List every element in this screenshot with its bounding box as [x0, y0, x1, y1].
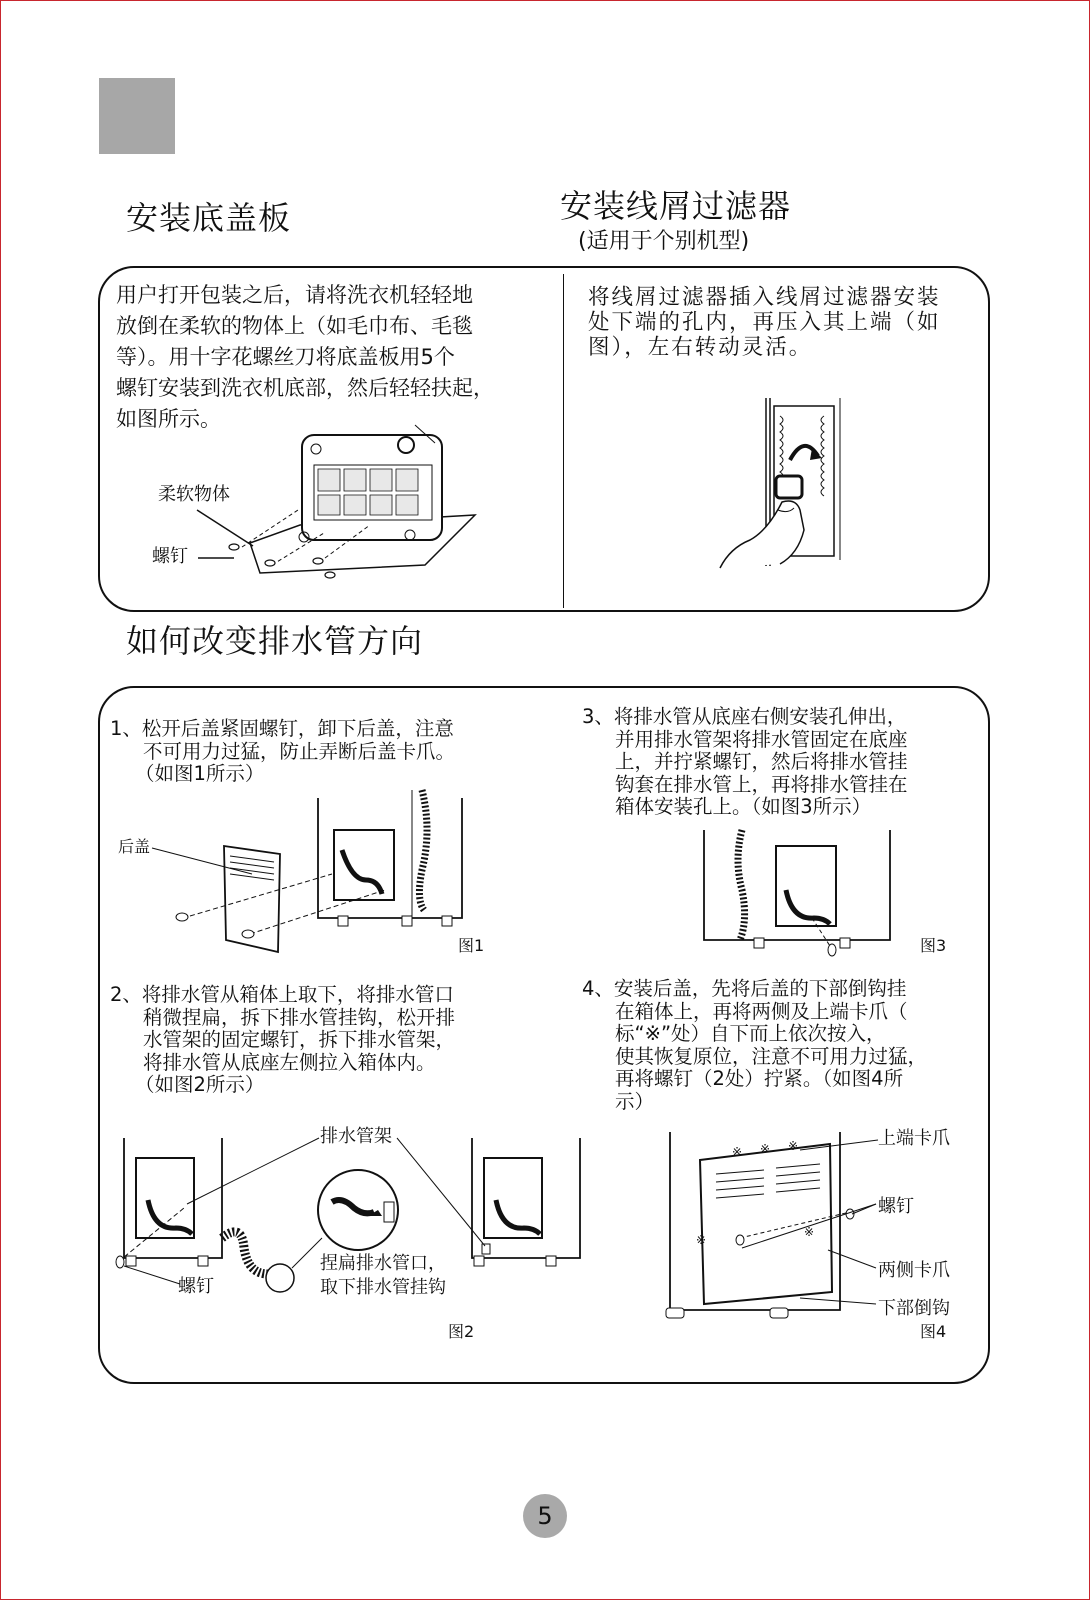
top-panel-divider: [563, 274, 564, 608]
section-tab-marker: [99, 78, 175, 154]
text-line: 将线屑过滤器插入线屑过滤器安装: [588, 285, 941, 310]
svg-text:※: ※: [788, 1139, 799, 1153]
page-number: 5: [523, 1494, 567, 1538]
label-screw: 螺钉: [152, 546, 188, 567]
leader-line: [185, 1136, 495, 1248]
leader-line: [195, 508, 255, 548]
svg-text:※: ※: [732, 1145, 743, 1159]
text-line: 稍微捏扁，拆下排水管挂钩，松开排: [143, 1005, 456, 1029]
label-bottom-hook: 下部倒钩: [878, 1298, 950, 1319]
step-4-text: [582, 978, 927, 1113]
figure-1-caption: 图1: [458, 936, 485, 955]
text-line: 用户打开包装之后，请将洗衣机轻轻地: [116, 283, 473, 307]
text-line: 放倒在柔软的物体上（如毛巾布、毛毯: [116, 314, 473, 338]
text-line: 2、将排水管从箱体上取下，将排水管口: [110, 983, 454, 1006]
bottom-cover-instructions: [116, 280, 556, 435]
heading-bottom-cover: 安装底盖板: [126, 199, 292, 237]
svg-text:※: ※: [696, 1233, 707, 1247]
text-line: 示）: [615, 1089, 655, 1113]
text-line: 4、安装后盖，先将后盖的下部倒钩挂: [582, 977, 907, 1000]
step-2-text: [110, 984, 455, 1097]
heading-filter-sub: (适用于个别机型): [578, 229, 750, 254]
text-line: 再将螺钉（2处）拧紧。（如图4所: [615, 1067, 904, 1090]
text-line: 上，并拧紧螺钉，然后将排水管挂: [615, 750, 908, 773]
text-line: 1、松开后盖紧固螺钉，卸下后盖，注意: [110, 717, 454, 740]
text-line: 水管架的固定螺钉，拆下排水管架，: [143, 1028, 456, 1051]
text-line: （如图1所示）: [135, 762, 265, 785]
bottom-cover-illustration: [220, 425, 480, 590]
text-line: 捏扁排水管口，: [320, 1253, 446, 1274]
text-line: 在箱体上，再将两侧及上端卡爪（: [615, 999, 908, 1023]
leader-line: [198, 556, 234, 560]
label-soft-material: 柔软物体: [158, 484, 230, 505]
figure-3-illustration: [700, 830, 900, 970]
text-line: 标“※”处）自下而上依次按入，: [615, 1022, 886, 1045]
text-line: 并用排水管架将排水管固定在底座: [615, 727, 908, 751]
heading-drain-direction: 如何改变排水管方向: [126, 622, 424, 660]
label-side-claw: 两侧卡爪: [878, 1260, 950, 1281]
text-line: 不可用力过猛，防止弄断后盖卡爪。: [143, 739, 456, 763]
label-drain-rack: 排水管架: [320, 1126, 392, 1147]
leader-line: [152, 846, 252, 876]
figure-4-caption: 图4: [920, 1322, 947, 1341]
text-line: 使其恢复原位，注意不可用力过猛，: [615, 1044, 928, 1068]
label-screw-fig2: 螺钉: [178, 1276, 214, 1297]
label-top-claw: 上端卡爪: [878, 1128, 950, 1149]
step-3-text: [582, 706, 908, 819]
svg-text:※: ※: [804, 1225, 815, 1239]
text-line: 螺钉安装到洗衣机底部，然后轻轻扶起，: [116, 376, 494, 400]
filter-instructions: [588, 285, 988, 360]
text-line: 取下排水管挂钩: [320, 1277, 446, 1298]
text-line: 处下端的孔内，再压入其上端（如: [588, 310, 941, 335]
figure-2-caption: 图2: [448, 1322, 475, 1341]
text-line: 箱体安装孔上。（如图3所示）: [615, 795, 872, 818]
leader-lines-fig4: [740, 1138, 880, 1310]
svg-text:※: ※: [760, 1142, 771, 1156]
leader-line: [124, 1266, 180, 1286]
label-back-cover: 后盖: [118, 837, 151, 856]
heading-filter: 安装线屑过滤器: [560, 187, 792, 225]
label-pinch-drain: [320, 1252, 446, 1300]
text-line: 如图所示。: [116, 407, 221, 431]
label-screw-fig4: 螺钉: [878, 1196, 914, 1217]
text-line: （如图2所示）: [135, 1073, 265, 1096]
filter-illustration: [720, 398, 860, 580]
text-line: 将排水管从底座左侧拉入箱体内。: [143, 1050, 436, 1074]
text-line: 等）。用十字花螺丝刀将底盖板用5个: [116, 345, 455, 369]
text-line: 钩套在排水管上，再将排水管挂在: [615, 772, 908, 796]
step-1-text: [110, 718, 455, 786]
figure-3-caption: 图3: [920, 936, 947, 955]
text-line: 图），左右转动灵活。: [588, 335, 813, 360]
figure-1-illustration: [170, 790, 470, 962]
text-line: 3、将排水管从底座右侧安装孔伸出，: [582, 705, 907, 728]
